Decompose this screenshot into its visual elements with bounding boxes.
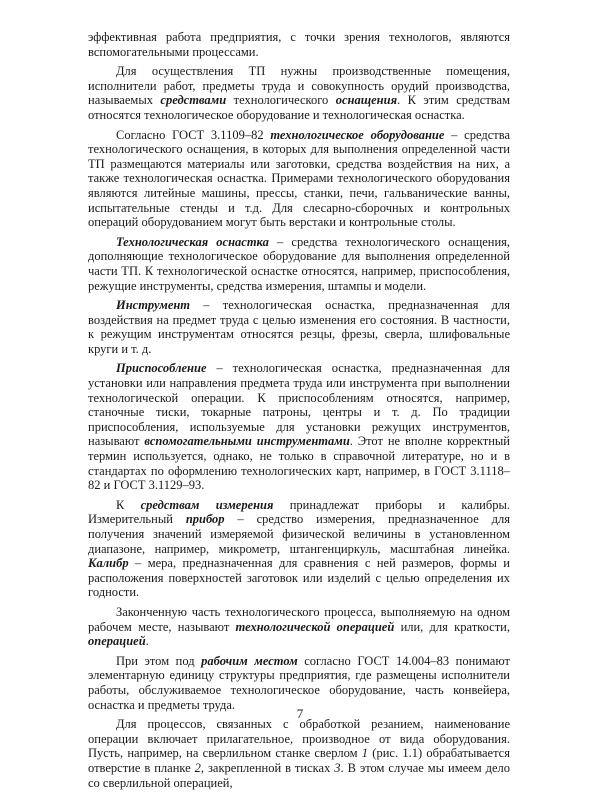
text-run: Согласно ГОСТ 3.1109–82 <box>116 127 271 142</box>
term-emphasis: прибор <box>185 512 225 527</box>
text-run: (рис. 1.1) обрабатывается отверстие в планке <box>88 746 510 775</box>
reference-number: 1 <box>361 746 369 761</box>
paragraph <box>88 361 510 492</box>
reference-number: 2 <box>194 760 201 775</box>
paragraph <box>88 30 510 59</box>
term-emphasis: средствами <box>160 93 227 108</box>
text-run: . К этим средствам относятся технологическое оборудование и технологическая оснастка. <box>88 93 511 122</box>
term-bold <box>116 235 269 249</box>
text-run: – средства технологического оснащения, дополняющие технологическое оборудование для выполнения определенной части ТП. К технологической оснастке относятся, например, приспособления, режущие инструменты, средства измерения, штампы и модели. <box>88 234 511 293</box>
text-run: – средства технологического оснащения, в которых для выполнения определенной части ТП размещаются материалы или заготовки, средства воздействия на них, а также технологическая оснастка. Примерами технологического оборудования являются литейные машины, прессы, станки, печи, гальванические ванны, испытательные стенды и т.д. Для слесарно-сборочных и контрольных операций оборудованием могут быть верстаки и контрольные столы. <box>88 127 510 230</box>
term-emphasis: Приспособление <box>116 361 207 376</box>
text-run: При этом под <box>116 653 202 668</box>
paragraph <box>88 235 510 293</box>
text-run: или, для краткости, <box>394 619 510 634</box>
paragraph <box>88 717 510 790</box>
term-bold <box>141 498 274 512</box>
reference-number: 3 <box>334 760 341 775</box>
term-bold <box>88 634 146 648</box>
term-emphasis: Инструмент <box>116 298 191 313</box>
term-emphasis: операцией <box>88 634 146 649</box>
term-bold <box>336 93 397 107</box>
term-bold <box>236 620 395 634</box>
paragraph <box>88 128 510 230</box>
text-run: эффективная работа предприятия, с точки зрения технологов, являются вспомогательными процессами. <box>88 30 510 59</box>
term-emphasis: вспомогательными инструментами <box>144 434 350 449</box>
text-run: , закрепленной в тисках <box>200 760 335 775</box>
paragraph <box>88 605 510 649</box>
term-bold <box>116 298 190 312</box>
term-bold <box>116 361 207 375</box>
text-run: Для осуществления ТП нужны производственные помещения, исполнители работ, предметы труда и совокупность орудий производства, называемых <box>88 64 510 108</box>
paragraph <box>88 654 510 712</box>
term-emphasis: средствам измерения <box>140 497 274 512</box>
term-emphasis: Калибр <box>88 556 129 571</box>
term-emphasis: технологической операцией <box>235 619 395 634</box>
paragraph <box>88 64 510 122</box>
text-run: – мера, предназначенная для сравнения с ней размеров, формы и расположения поверхностей заготовок или изделий с целью определения их годности. <box>88 556 510 600</box>
text-run: – технологическая оснастка, предназначенная для установки или направления предмета труда или инструмента при выполнении технологической операции. К приспособлениям относятся, например, станочные тиски, токарные патроны, центры и т. д. По традиции приспособления, используемые для установки режущих инструментов, называют <box>88 361 510 449</box>
paragraph <box>88 298 510 356</box>
term-bold <box>270 128 444 142</box>
paragraph <box>88 498 510 600</box>
text-run: Законченную часть технологического процесса, выполняемую на одном рабочем месте, называют <box>88 604 510 634</box>
text-run: – технологическая оснастка, предназначенная для воздействия на предмет труда с целью изменения его состояния. В частности, к режущим инструментам относятся резцы, фрезы, сверла, шлифовальные круги и т. д. <box>88 298 510 356</box>
text-run: Для процессов, связанных с обработкой резанием, наименование операции включает прилагательное, производное от вида оборудования. Пусть, например, на сверлильном станке сверлом <box>88 717 510 761</box>
page-number: 7 <box>296 706 304 721</box>
text-run: согласно ГОСТ 14.004–83 понимают элементарную единицу структуры предприятия, где размещены исполнители работы, обслуживаемое технологическое оборудование, часть конвейера, оснастка и предметы труда. <box>88 653 510 712</box>
page-body <box>88 30 510 795</box>
term-emphasis: Технологическая оснастка <box>116 234 269 249</box>
text-run: . В этом случае мы имеем дело со сверлильной операцией, <box>88 760 510 790</box>
term-emphasis: технологическое оборудование <box>270 127 445 142</box>
term-emphasis: оснащения <box>335 93 398 108</box>
term-bold <box>160 93 226 107</box>
term-bold <box>88 556 129 570</box>
term-emphasis: рабочим местом <box>201 653 298 668</box>
text-run: – средство измерения, предназначенное для получения значений измеряемой физической величины в установленном диапазоне, например, микрометр, штангенциркуль, масштабная линейка. <box>88 512 511 556</box>
text-run: . <box>145 634 149 649</box>
text-run: К <box>116 497 141 512</box>
term-bold <box>201 654 298 668</box>
term-bold <box>186 512 225 526</box>
text-run: . Этот не вполне корректный термин используется, однако, не только в справочной литературе, но и в стандартах по оформлению технологических карт, например, в ГОСТ 3.1118–82 и ГОСТ 3.1129–93. <box>88 434 510 493</box>
term-bold <box>144 434 349 448</box>
text-run: технологического <box>226 93 336 108</box>
text-run: принадлежат приборы и калибры. Измерительный <box>88 497 511 527</box>
